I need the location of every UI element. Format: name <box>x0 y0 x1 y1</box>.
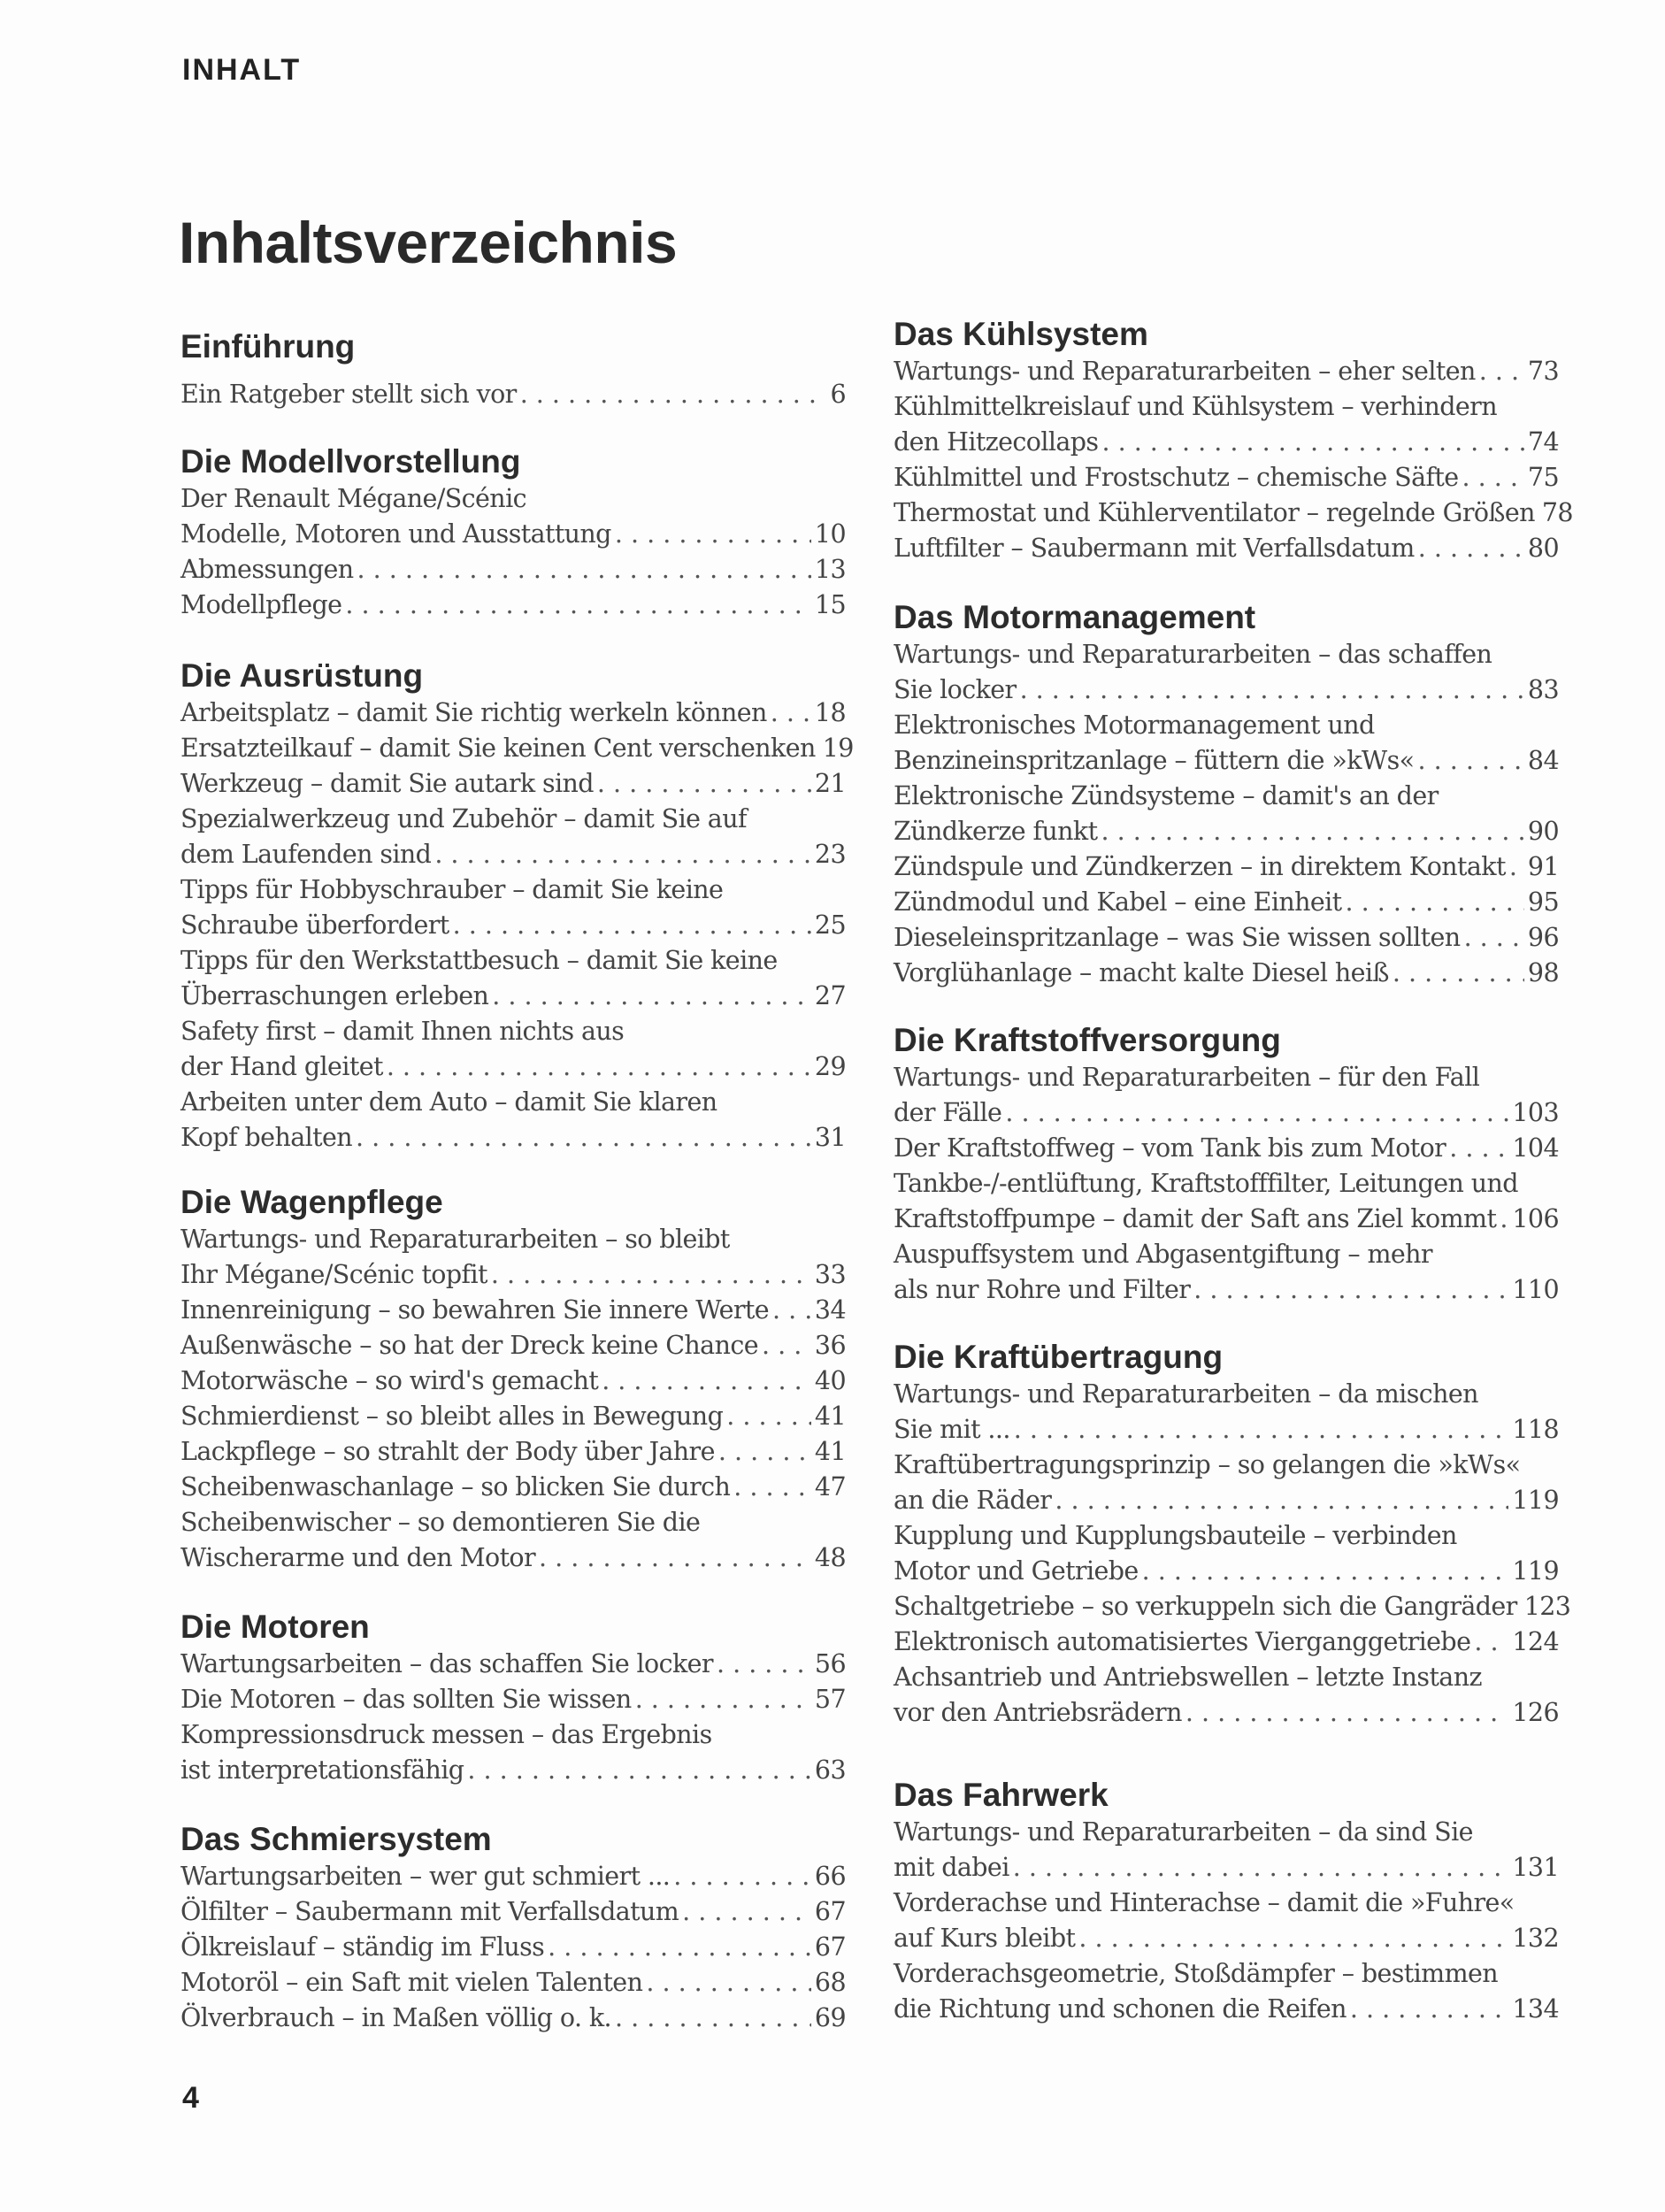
section-heading: Die Kraftstoffversorgung <box>894 1022 1281 1058</box>
entry-title: Schraube überfordert <box>180 910 449 940</box>
dot-leader <box>548 1930 811 1965</box>
entry-title: Der Kraftstoffweg – vom Tank bis zum Motor <box>894 1133 1446 1163</box>
dot-leader <box>682 1894 811 1930</box>
toc-entry[interactable] <box>180 1120 846 1156</box>
dot-leader <box>345 588 811 623</box>
dot-leader <box>597 766 811 802</box>
toc-entry[interactable] <box>894 743 1559 779</box>
entry-title: Elektronische Zündsysteme – damit's an der <box>894 781 1439 810</box>
toc-section <box>894 598 1559 991</box>
entry-page-number: 63 <box>814 1755 846 1785</box>
section-heading: Die Modellvorstellung <box>180 443 521 480</box>
entry-title: Modellpflege <box>180 590 342 619</box>
toc-entry[interactable] <box>180 1257 846 1293</box>
toc-entry[interactable] <box>180 1014 846 1049</box>
entry-page-number: 106 <box>1512 1204 1559 1233</box>
entry-title: Vorglühanlage – macht kalte Diesel heiß <box>894 958 1389 987</box>
dot-leader <box>1509 849 1524 885</box>
toc-entry[interactable] <box>894 1131 1559 1166</box>
toc-entry[interactable] <box>894 460 1559 495</box>
dot-leader <box>1449 1131 1508 1166</box>
dot-leader <box>1055 1483 1508 1518</box>
entry-page-number: 66 <box>814 1862 846 1891</box>
toc-entry[interactable] <box>894 1060 1559 1095</box>
entry-page-number: 104 <box>1512 1133 1559 1163</box>
toc-entry[interactable] <box>894 425 1559 460</box>
toc-entry[interactable] <box>894 849 1559 885</box>
toc-entry[interactable] <box>180 1085 846 1120</box>
section-heading: Die Kraftübertragung <box>894 1339 1224 1375</box>
toc-entry[interactable] <box>894 1695 1559 1731</box>
entry-title: als nur Rohre und Filter <box>894 1275 1191 1304</box>
toc-entry[interactable] <box>180 1894 846 1930</box>
dot-leader <box>1417 743 1523 779</box>
toc-entry[interactable] <box>894 1815 1559 1850</box>
entry-page-number: 15 <box>814 590 846 619</box>
dot-leader <box>771 695 811 731</box>
entry-title: an die Räder <box>894 1486 1052 1515</box>
entry-title: Die Motoren – das sollten Sie wissen <box>180 1685 632 1714</box>
toc-entry[interactable] <box>180 1682 846 1717</box>
dot-leader <box>491 1257 811 1293</box>
dot-leader <box>717 1647 811 1682</box>
toc-entry[interactable] <box>180 481 846 517</box>
entry-title: Kraftstoffpumpe – damit der Saft ans Ziel kommt <box>894 1204 1497 1233</box>
entry-title: Sie locker <box>894 675 1017 704</box>
dot-leader <box>602 1363 811 1399</box>
entry-title: Wischerarme und den Motor <box>180 1543 536 1572</box>
dot-leader <box>1078 1921 1508 1956</box>
entry-page-number: 10 <box>814 519 846 549</box>
toc-entry[interactable] <box>894 1095 1559 1131</box>
entry-page-number: 84 <box>1527 746 1559 775</box>
entry-page-number: 134 <box>1512 1994 1559 2024</box>
entry-title: Zündspule und Zündkerzen – in direktem Kontakt <box>894 852 1506 881</box>
entry-title: ist interpretationsfähig <box>180 1755 464 1785</box>
dot-leader <box>673 1859 811 1894</box>
toc-entry[interactable] <box>180 552 846 588</box>
toc-entry[interactable] <box>894 637 1559 672</box>
dot-leader <box>1418 531 1524 566</box>
toc-entry[interactable] <box>180 731 854 766</box>
entry-page-number: 91 <box>1527 852 1559 881</box>
entry-title: Vorderachse und Hinterachse – damit die »Fuhre« <box>894 1888 1515 1917</box>
entry-title: Ölfilter – Saubermann mit Verfallsdatum <box>180 1897 679 1926</box>
entry-page-number: 18 <box>814 698 846 727</box>
entry-title: Kühlmittelkreislauf und Kühlsystem – verhindern <box>894 392 1497 421</box>
entry-page-number: 119 <box>1512 1486 1559 1515</box>
toc-entry[interactable] <box>180 1434 846 1470</box>
entry-title: Wartungs- und Reparaturarbeiten – für den Fall <box>894 1063 1480 1092</box>
section-heading: Das Kühlsystem <box>894 316 1148 352</box>
toc-entry[interactable] <box>180 908 846 943</box>
entry-page-number: 19 <box>822 733 854 763</box>
toc-section <box>180 1183 846 1576</box>
toc-entry[interactable] <box>180 943 846 979</box>
dot-leader <box>1500 1202 1508 1237</box>
entry-page-number: 41 <box>814 1402 846 1431</box>
entry-page-number: 74 <box>1527 427 1559 457</box>
entry-page-number: 123 <box>1523 1592 1571 1621</box>
toc-entry[interactable] <box>894 1589 1571 1624</box>
entry-title: Wartungsarbeiten – wer gut schmiert ... <box>180 1862 671 1891</box>
entry-title: Wartungsarbeiten – das schaffen Sie locker <box>180 1649 713 1678</box>
entry-page-number: 119 <box>1512 1556 1559 1586</box>
entry-page-number: 33 <box>814 1260 846 1289</box>
entry-title: Ihr Mégane/Scénic topfit <box>180 1260 487 1289</box>
dot-leader <box>467 1753 811 1788</box>
section-heading: Das Motormanagement <box>894 599 1256 635</box>
toc-section <box>180 1608 846 1788</box>
dot-leader <box>539 1540 811 1576</box>
toc-entry[interactable] <box>894 531 1559 566</box>
entry-page-number: 118 <box>1512 1415 1559 1444</box>
entry-title: Luftfilter – Saubermann mit Verfallsdatum <box>894 534 1415 563</box>
toc-entry[interactable] <box>894 1921 1559 1956</box>
entry-page-number: 23 <box>814 840 846 869</box>
dot-leader <box>762 1328 811 1363</box>
entry-title: Ölverbrauch – in Maßen völlig o. k. <box>180 2003 612 2032</box>
entry-title: Wartungs- und Reparaturarbeiten – da sind Sie <box>894 1817 1473 1847</box>
entry-title: Zündkerze funkt <box>894 817 1098 846</box>
entry-page-number: 27 <box>814 981 846 1010</box>
toc-section <box>894 315 1573 566</box>
entry-title: Benzineinspritzanlage – füttern die »kWs« <box>894 746 1415 775</box>
entry-page-number: 67 <box>814 1932 846 1962</box>
entry-title: vor den Antriebsrädern <box>894 1698 1182 1727</box>
dot-leader <box>733 1470 811 1505</box>
entry-title: Kühlmittel und Frostschutz – chemische Säfte <box>894 463 1459 492</box>
toc-entry[interactable] <box>894 389 1559 425</box>
dot-leader <box>1013 1850 1509 1886</box>
dot-leader <box>1142 1554 1509 1589</box>
entry-title: Zündmodul und Kabel – eine Einheit <box>894 887 1342 917</box>
entry-title: Spezialwerkzeug und Zubehör – damit Sie auf <box>180 804 747 833</box>
toc-entry[interactable] <box>894 779 1559 814</box>
dot-leader <box>1462 460 1524 495</box>
entry-title: Tankbe-/-entlüftung, Kraftstofffilter, Leitungen und <box>894 1169 1518 1198</box>
dot-leader <box>1185 1695 1509 1731</box>
dot-leader <box>1193 1272 1508 1308</box>
toc-entry[interactable] <box>180 377 846 412</box>
dot-leader <box>356 1120 811 1156</box>
toc-entry[interactable] <box>180 1399 846 1434</box>
entry-page-number: 90 <box>1527 817 1559 846</box>
section-heading: Das Schmiersystem <box>180 1821 492 1857</box>
entry-page-number: 124 <box>1512 1627 1559 1656</box>
toc-entry[interactable] <box>180 872 846 908</box>
toc-entry[interactable] <box>894 1992 1559 2027</box>
entry-title: Werkzeug – damit Sie autark sind <box>180 769 594 798</box>
dot-leader <box>726 1399 811 1434</box>
toc-entry[interactable] <box>894 1377 1559 1412</box>
dot-leader <box>434 837 811 872</box>
entry-title: den Hitzecollaps <box>894 427 1099 457</box>
toc-entry[interactable] <box>894 495 1573 531</box>
toc-entry[interactable] <box>894 956 1559 991</box>
dot-leader <box>635 1682 811 1717</box>
dot-leader <box>1005 1095 1508 1131</box>
entry-page-number: 80 <box>1527 534 1559 563</box>
toc-entry[interactable] <box>180 1965 846 2001</box>
toc-entry[interactable] <box>894 1956 1559 1992</box>
entry-title: Scheibenwischer – so demontieren Sie die <box>180 1508 701 1537</box>
entry-title: Tipps für den Werkstattbesuch – damit Sie keine <box>180 946 778 975</box>
entry-title: Schmierdienst – so bleibt alles in Bewegung <box>180 1402 724 1431</box>
toc-entry[interactable] <box>894 1272 1559 1308</box>
entry-page-number: 131 <box>1512 1853 1559 1882</box>
toc-entry[interactable] <box>894 1660 1559 1695</box>
entry-page-number: 69 <box>814 2003 846 2032</box>
dot-leader <box>1346 885 1524 920</box>
toc-entry[interactable] <box>180 695 846 731</box>
entry-title: Thermostat und Kühlerventilator – regelnde Größen <box>894 498 1535 527</box>
entry-title: Ersatzteilkauf – damit Sie keinen Cent verschenken <box>180 733 816 763</box>
section-heading: Die Wagenpflege <box>180 1184 443 1220</box>
entry-page-number: 36 <box>814 1331 846 1360</box>
toc-entry[interactable] <box>180 1540 846 1576</box>
entry-title: Innenreinigung – so bewahren Sie innere Werte <box>180 1295 770 1325</box>
entry-title: Wartungs- und Reparaturarbeiten – eher selten <box>894 357 1476 386</box>
entry-title: Motoröl – ein Saft mit vielen Talenten <box>180 1968 643 1997</box>
page-title: Inhaltsverzeichnis <box>179 210 678 275</box>
dot-leader <box>1474 1624 1508 1660</box>
toc-entry[interactable] <box>180 1222 846 1257</box>
entry-page-number: 34 <box>814 1295 846 1325</box>
entry-page-number: 6 <box>830 380 846 409</box>
entry-title: Überraschungen erleben <box>180 981 489 1010</box>
dot-leader <box>1014 1412 1509 1448</box>
entry-page-number: 132 <box>1512 1924 1559 1953</box>
toc-entry[interactable] <box>894 354 1559 389</box>
entry-title: Der Renault Mégane/Scénic <box>180 484 526 513</box>
entry-title: Ein Ratgeber stellt sich vor <box>180 380 517 409</box>
toc-entry[interactable] <box>894 1850 1559 1886</box>
toc-entry[interactable] <box>894 814 1559 849</box>
toc-entry[interactable] <box>894 1483 1559 1518</box>
entry-title: Tipps für Hobbyschrauber – damit Sie keine <box>180 875 724 904</box>
dot-leader <box>357 552 811 588</box>
entry-page-number: 75 <box>1527 463 1559 492</box>
dot-leader <box>615 2001 811 2036</box>
entry-title: Achsantrieb und Antriebswellen – letzte Instanz <box>894 1663 1482 1692</box>
dot-leader <box>387 1049 811 1085</box>
toc-section <box>180 442 846 623</box>
dot-leader <box>1101 814 1523 849</box>
entry-page-number: 48 <box>814 1543 846 1572</box>
entry-page-number: 126 <box>1512 1698 1559 1727</box>
dot-leader <box>1479 354 1524 389</box>
toc-section <box>180 1820 846 2036</box>
entry-title: Dieseleinspritzanlage – was Sie wissen sollten <box>894 923 1461 952</box>
entry-title: Elektronisch automatisiertes Vierganggetriebe <box>894 1627 1471 1656</box>
toc-entry[interactable] <box>180 1363 846 1399</box>
entry-page-number: 95 <box>1527 887 1559 917</box>
entry-page-number: 103 <box>1512 1098 1559 1127</box>
toc-section <box>894 1338 1571 1731</box>
toc-section <box>180 327 846 412</box>
entry-title: Vorderachsgeometrie, Stoßdämpfer – bestimmen <box>894 1959 1499 1988</box>
entry-title: mit dabei <box>894 1853 1009 1882</box>
dot-leader <box>772 1293 811 1328</box>
entry-title: Schaltgetriebe – so verkuppeln sich die Gangräder <box>894 1592 1517 1621</box>
entry-title: Arbeitsplatz – damit Sie richtig werkeln können <box>180 698 767 727</box>
dot-leader <box>1464 920 1524 956</box>
entry-page-number: 21 <box>814 769 846 798</box>
entry-title: Motor und Getriebe <box>894 1556 1139 1586</box>
dot-leader <box>646 1965 811 2001</box>
entry-title: Sie mit ... <box>894 1415 1010 1444</box>
toc-entry[interactable] <box>180 1293 846 1328</box>
toc-entry[interactable] <box>894 1237 1559 1272</box>
entry-title: Wartungs- und Reparaturarbeiten – da mischen <box>894 1379 1478 1409</box>
dot-leader <box>453 908 811 943</box>
toc-entry[interactable] <box>180 1470 846 1505</box>
toc-entry[interactable] <box>894 1412 1559 1448</box>
dot-leader <box>1350 1992 1509 2027</box>
toc-entry[interactable] <box>180 1930 846 1965</box>
dot-leader <box>615 517 811 552</box>
entry-page-number: 57 <box>814 1685 846 1714</box>
toc-entry[interactable] <box>894 708 1559 743</box>
entry-page-number: 110 <box>1512 1275 1559 1304</box>
toc-entry[interactable] <box>180 1647 846 1682</box>
entry-title: Kupplung und Kupplungsbauteile – verbinden <box>894 1521 1457 1550</box>
entry-title: der Fälle <box>894 1098 1002 1127</box>
toc-entry[interactable] <box>894 1518 1559 1554</box>
entry-title: Abmessungen <box>180 555 354 584</box>
toc-section <box>894 1021 1559 1308</box>
entry-page-number: 13 <box>814 555 846 584</box>
dot-leader <box>1393 956 1524 991</box>
toc-entry[interactable] <box>894 1886 1559 1921</box>
toc-entry[interactable] <box>894 1448 1559 1483</box>
dot-leader <box>520 377 827 412</box>
toc-entry[interactable] <box>180 979 846 1014</box>
toc-entry[interactable] <box>894 1554 1559 1589</box>
entry-title: Wartungs- und Reparaturarbeiten – das schaffen <box>894 640 1492 669</box>
toc-entry[interactable] <box>180 1505 846 1540</box>
toc-section <box>180 657 854 1156</box>
section-heading: Einführung <box>180 328 356 365</box>
entry-title: auf Kurs bleibt <box>894 1924 1076 1953</box>
entry-title: Arbeiten unter dem Auto – damit Sie klaren <box>180 1087 717 1117</box>
entry-title: Scheibenwaschanlage – so blicken Sie durch <box>180 1472 731 1502</box>
entry-title: Lackpflege – so strahlt der Body über Jahre <box>180 1437 715 1466</box>
entry-page-number: 73 <box>1527 357 1559 386</box>
entry-page-number: 78 <box>1541 498 1573 527</box>
entry-page-number: 29 <box>814 1052 846 1081</box>
entry-title: Kraftübertragungsprinzip – so gelangen die »kWs« <box>894 1450 1521 1479</box>
toc-entry[interactable] <box>894 1202 1559 1237</box>
toc-entry[interactable] <box>894 672 1559 708</box>
section-heading: Die Motoren <box>180 1609 370 1645</box>
entry-page-number: 83 <box>1527 675 1559 704</box>
toc-entry[interactable] <box>180 766 846 802</box>
entry-title: der Hand gleitet <box>180 1052 383 1081</box>
entry-page-number: 56 <box>814 1649 846 1678</box>
toc-entry[interactable] <box>180 1328 846 1363</box>
entry-title: Ölkreislauf – ständig im Fluss <box>180 1932 545 1962</box>
entry-title: Kopf behalten <box>180 1123 352 1152</box>
toc-entry[interactable] <box>180 1717 846 1753</box>
entry-title: Kompressionsdruck messen – das Ergebnis <box>180 1720 712 1749</box>
entry-page-number: 41 <box>814 1437 846 1466</box>
entry-title: Elektronisches Motormanagement und <box>894 710 1375 740</box>
toc-entry[interactable] <box>180 802 846 837</box>
dot-leader <box>492 979 811 1014</box>
entry-page-number: 96 <box>1527 923 1559 952</box>
toc-entry[interactable] <box>894 1624 1559 1660</box>
dot-leader <box>1101 425 1523 460</box>
entry-title: Modelle, Motoren und Ausstattung <box>180 519 611 549</box>
running-head: INHALT <box>182 53 302 87</box>
toc-entry[interactable] <box>180 517 846 552</box>
entry-page-number: 98 <box>1527 958 1559 987</box>
page-number: 4 <box>182 2081 199 2115</box>
toc-entry[interactable] <box>180 837 846 872</box>
entry-title: Außenwäsche – so hat der Dreck keine Chance <box>180 1331 758 1360</box>
entry-title: Wartungs- und Reparaturarbeiten – so bleibt <box>180 1225 730 1254</box>
entry-page-number: 68 <box>814 1968 846 1997</box>
section-heading: Die Ausrüstung <box>180 657 424 694</box>
toc-entry[interactable] <box>180 2001 846 2036</box>
entry-page-number: 67 <box>814 1897 846 1926</box>
section-heading: Das Fahrwerk <box>894 1777 1109 1813</box>
toc-entry[interactable] <box>894 920 1559 956</box>
entry-title: Motorwäsche – so wird's gemacht <box>180 1366 599 1395</box>
dot-leader <box>1020 672 1524 708</box>
entry-title: die Richtung und schonen die Reifen <box>894 1994 1347 2024</box>
toc-entry[interactable] <box>180 1049 846 1085</box>
toc-entry[interactable] <box>180 588 846 623</box>
entry-title: Auspuffsystem und Abgasentgiftung – mehr <box>894 1240 1432 1269</box>
entry-page-number: 40 <box>814 1366 846 1395</box>
entry-page-number: 31 <box>814 1123 846 1152</box>
entry-page-number: 25 <box>814 910 846 940</box>
dot-leader <box>718 1434 811 1470</box>
toc-entry[interactable] <box>180 1859 846 1894</box>
toc-entry[interactable] <box>894 885 1559 920</box>
toc-section <box>894 1776 1559 2027</box>
toc-entry[interactable] <box>894 1166 1559 1202</box>
entry-title: Safety first – damit Ihnen nichts aus <box>180 1017 625 1046</box>
entry-title: dem Laufenden sind <box>180 840 432 869</box>
entry-page-number: 47 <box>814 1472 846 1502</box>
toc-entry[interactable] <box>180 1753 846 1788</box>
